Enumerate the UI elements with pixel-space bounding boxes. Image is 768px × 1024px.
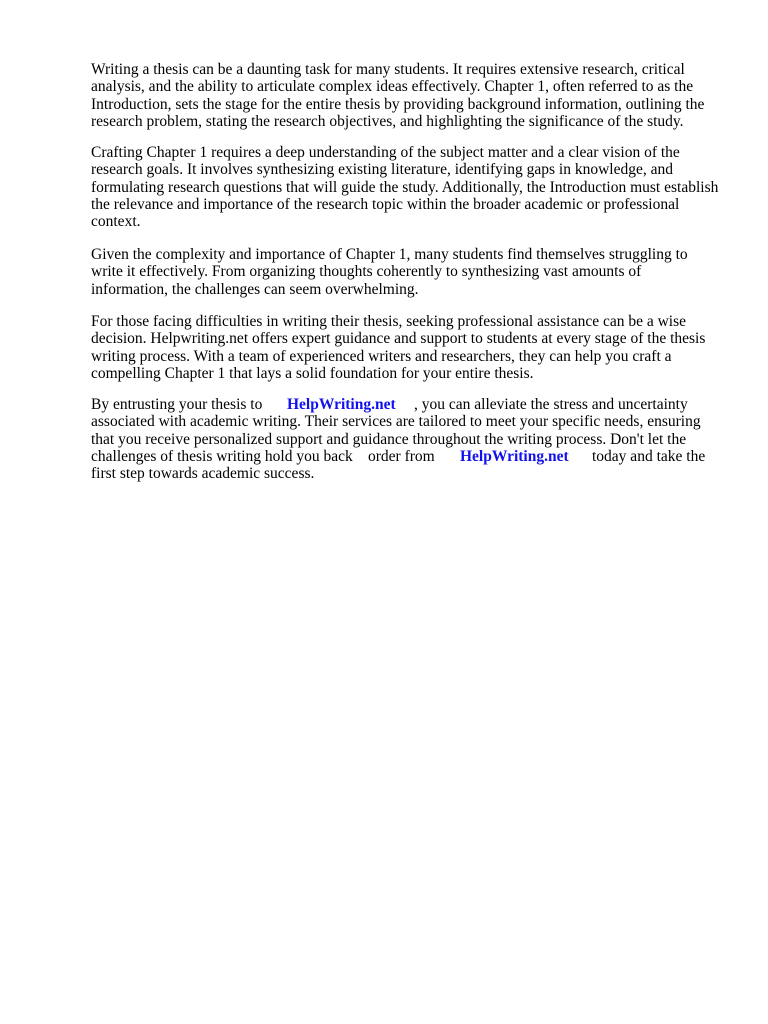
text-segment: order from [368, 447, 435, 465]
helpwriting-link[interactable]: HelpWriting.net [287, 396, 396, 413]
text-line: research goals. It involves synthesizing existing literature, identifying gaps in knowledge, and [91, 161, 673, 179]
text-segment: , you can alleviate the stress and uncertainty [414, 396, 688, 413]
paragraph-complexity [91, 246, 688, 298]
text-segment: today and take the [592, 447, 706, 465]
text-line: the relevance and importance of the research topic within the broader academic or professional [91, 195, 680, 213]
paragraph-assistance [91, 313, 705, 382]
paragraph-crafting [91, 144, 718, 230]
paragraph-call-to-action [91, 396, 706, 483]
text-line: first step towards academic success. [91, 465, 315, 483]
text-line: analysis, and the ability to articulate complex ideas effectively. Chapter 1, often referred to as the [91, 78, 694, 96]
helpwriting-link[interactable]: HelpWriting.net [460, 447, 569, 465]
text-line: For those facing difficulties in writing their thesis, seeking professional assistance can be a wise [91, 313, 687, 330]
text-segment: challenges of thesis writing hold you back [91, 447, 353, 465]
text-line: information, the challenges can seem overwhelming. [91, 280, 419, 298]
text-line: Given the complexity and importance of Chapter 1, many students find themselves struggling to [91, 246, 688, 263]
text-line: decision. Helpwriting.net offers expert guidance and support to students at every stage of the thesis [91, 330, 706, 348]
text-line: Writing a thesis can be a daunting task for many students. It requires extensive research, critical [91, 61, 685, 78]
text-line-with-link [91, 447, 706, 465]
text-line: formulating research questions that will guide the study. Additionally, the Introduction must establish [91, 178, 719, 196]
text-line: that you receive personalized support and guidance throughout the writing process. Don't let the [91, 430, 687, 448]
text-line: context. [91, 213, 141, 231]
text-line: writing process. With a team of experienced writers and researchers, they can help you craft a [91, 347, 672, 365]
text-line: Crafting Chapter 1 requires a deep understanding of the subject matter and a clear vision of the [91, 144, 680, 161]
text-line: research problem, stating the research objectives, and highlighting the significance of the study. [91, 112, 684, 130]
text-line-with-link [91, 396, 701, 413]
text-line: compelling Chapter 1 that lays a solid foundation for your entire thesis. [91, 364, 534, 382]
text-segment: By entrusting your thesis to [91, 396, 263, 413]
text-line: write it effectively. From organizing thoughts coherently to synthesizing vast amounts of [91, 263, 642, 281]
text-line: Introduction, sets the stage for the entire thesis by providing background information, outlining the [91, 95, 705, 113]
text-line: associated with academic writing. Their services are tailored to meet your specific needs, ensuring [91, 413, 701, 431]
paragraph-intro [91, 61, 704, 130]
